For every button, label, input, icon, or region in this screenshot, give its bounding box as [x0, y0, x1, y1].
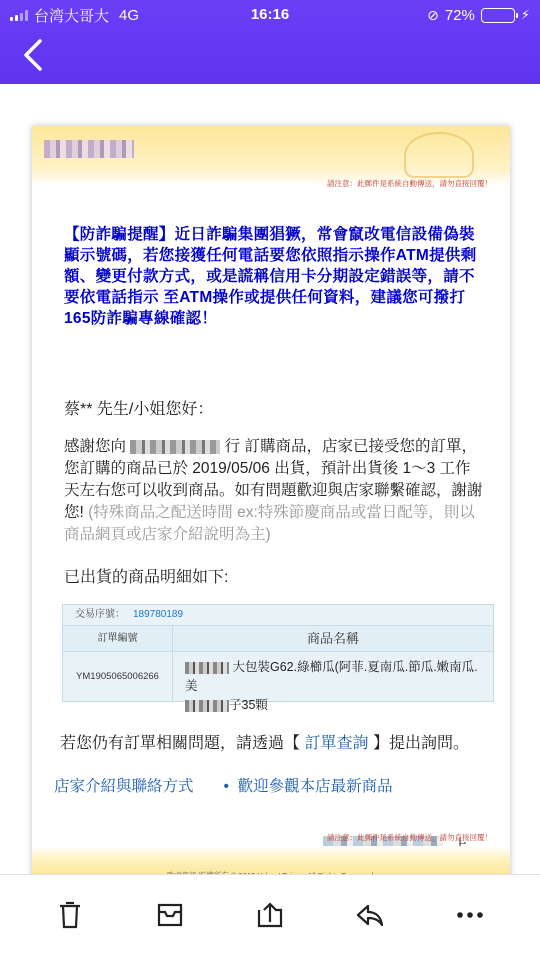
- transaction-row: [63, 605, 493, 625]
- battery-icon: [481, 8, 515, 23]
- order-number: YM1905065006266: [63, 652, 173, 701]
- inquiry-line: [60, 730, 469, 753]
- order-query-link[interactable]: 訂單查詢: [304, 735, 369, 752]
- reply-button[interactable]: [348, 893, 392, 937]
- bottom-notice: 請注意：此郵件是系統自動傳送，請勿直接回覆！: [327, 833, 492, 842]
- inquiry-prefix: 若您仍有訂單相關問題，請透過【: [60, 735, 301, 752]
- charging-icon: ⚡: [520, 7, 530, 22]
- product-name: 大包裝G62.綠櫛瓜(阿菲.夏南瓜.節瓜.嫩南瓜.美: [185, 660, 478, 693]
- product-mid-redacted: [185, 700, 229, 712]
- more-button[interactable]: [448, 893, 492, 937]
- carrier-name: 台湾大哥大: [34, 7, 110, 25]
- store-links: [54, 774, 393, 796]
- details-label: 已出貨的商品明細如下:: [64, 569, 229, 586]
- email-card: [32, 126, 510, 884]
- orientation-lock-icon: ⊘: [427, 6, 439, 23]
- trash-icon: [55, 900, 85, 930]
- message-part1: 感謝您向: [64, 438, 127, 455]
- move-button[interactable]: [248, 893, 292, 937]
- product-prefix-redacted: [185, 662, 229, 674]
- network-type: 4G: [119, 6, 140, 24]
- archive-button[interactable]: [148, 893, 192, 937]
- inquiry-suffix: 】提出詢問。: [372, 735, 469, 752]
- status-right: [427, 7, 530, 24]
- order-table: [62, 604, 494, 712]
- chevron-left-icon: [18, 38, 48, 72]
- delivery-note: (特殊商品之配送時間 ex:特殊節慶商品或當日配等，則以商品網頁或店家介紹說明為主): [64, 504, 475, 543]
- fraud-alert: 【防詐騙提醒】近日詐騙集團猖獗，常會竄改電信設備偽裝顯示號碼，若您接獲任何電話要您依照指示操作ATM提供剩額、變更付款方式，或是謊稱信用卡分期設定錯誤等，請不要依電話指示 至ATM操作或提供任何資料，建議您可撥打165防詐騙專線確認！: [64, 226, 477, 327]
- status-bar: [0, 0, 540, 30]
- table-header: [63, 625, 493, 651]
- battery-percent: 72%: [444, 6, 475, 24]
- table-row: [63, 651, 493, 712]
- back-button[interactable]: [18, 38, 48, 72]
- app-header: [0, 0, 540, 84]
- store-logo: [44, 140, 134, 158]
- postmark-stamp: [404, 132, 474, 178]
- store-info-link[interactable]: 店家介紹與聯絡方式: [54, 778, 194, 795]
- clock: 16:16: [250, 6, 290, 23]
- order-message: [64, 436, 484, 546]
- store-name-redacted: [130, 440, 220, 454]
- more-icon: [455, 900, 485, 930]
- bottom-toolbar: [0, 874, 540, 960]
- top-notice: 請注意：此郵件是系統自動傳送，請勿直接回覆！: [327, 179, 492, 188]
- reply-icon: [355, 900, 385, 930]
- new-items-label: 歡迎參觀本店最新商品: [237, 778, 393, 795]
- email-view[interactable]: [0, 84, 540, 874]
- transaction-label: 交易序號：: [75, 609, 125, 620]
- move-icon: [255, 900, 285, 930]
- archive-icon: [155, 900, 185, 930]
- transaction-id[interactable]: 189780189: [133, 609, 184, 620]
- greeting: 蔡** 先生/小姐您好：: [64, 401, 214, 418]
- product-name-tail: 子35顆: [229, 698, 268, 712]
- product-cell: [173, 652, 493, 712]
- delete-button[interactable]: [48, 893, 92, 937]
- col-product: 商品名稱: [306, 631, 359, 646]
- link-bullet: •: [223, 778, 229, 795]
- message-part2: 行 訂購商品，店家已接受您的訂單，您訂購的商品已於 2019/05/06 出貨，預計出貨後 1～3 工作天左右您可以收到商品。如有問題歡迎與店家聯繫確認，謝謝您!: [64, 438, 483, 521]
- signal-icon: [10, 9, 28, 21]
- new-items-link[interactable]: [224, 774, 393, 796]
- col-order-no: 訂單編號: [63, 626, 173, 651]
